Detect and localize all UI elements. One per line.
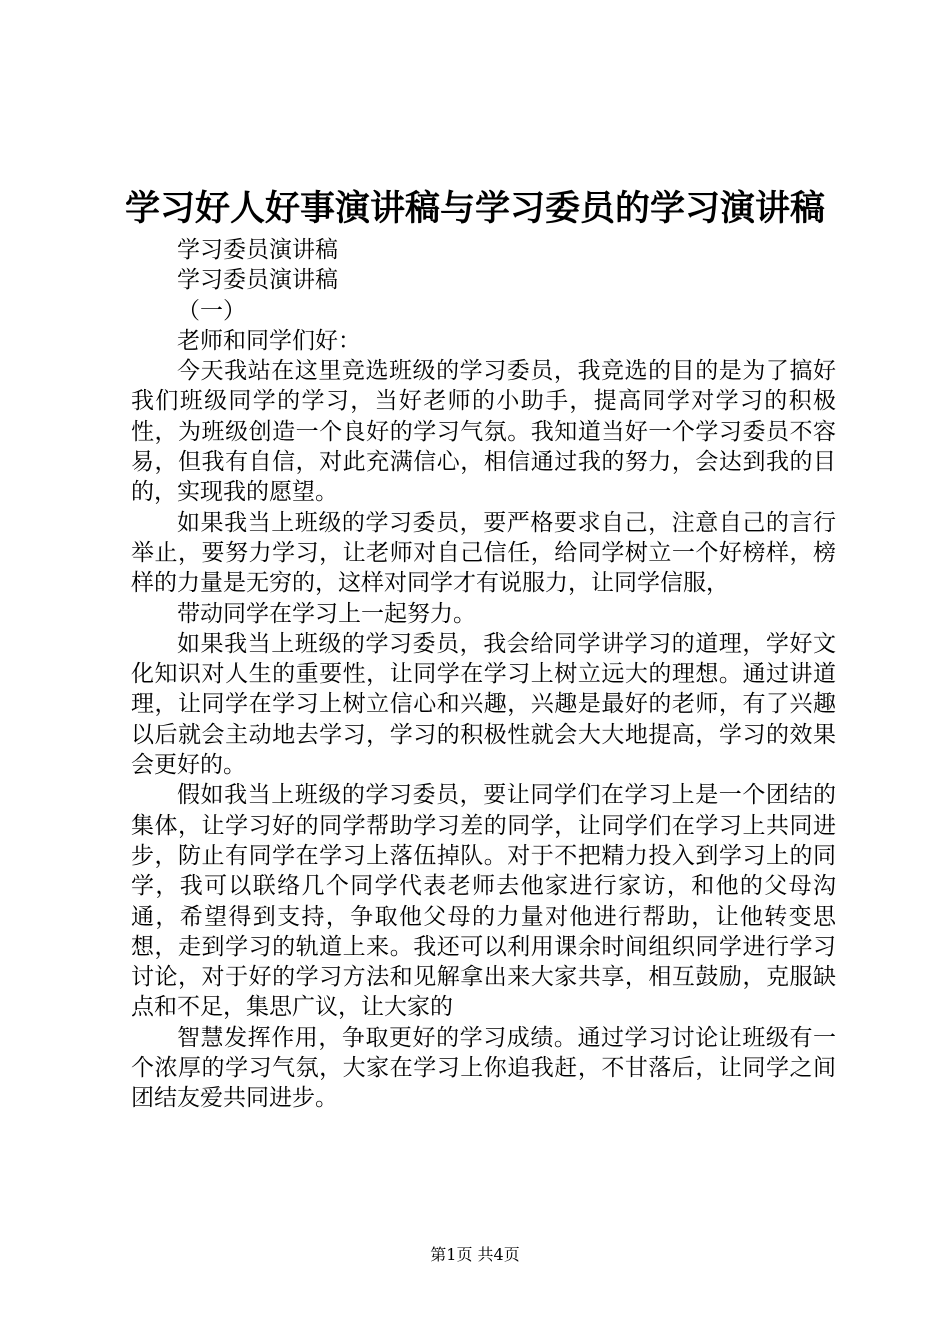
- page-number: 第1页 共4页: [430, 1245, 520, 1264]
- paragraph-lead-together: 带动同学在学习上一起努力。: [177, 600, 476, 627]
- document-title: 学习好人好事演讲稿与学习委员的学习演讲稿: [124, 188, 825, 229]
- paragraph-section-number: （一）: [177, 297, 246, 324]
- document-body: [131, 235, 836, 1114]
- paragraph-heading-1: 学习委员演讲稿: [177, 237, 338, 263]
- paragraph-wisdom: 智慧发挥作用，争取更好的学习成绩。通过学习讨论让班级有一个浓厚的学习气氛，大家在学习上你追我赶，不甘落后，让同学之间团结友爱共同进步。: [131, 1024, 836, 1112]
- paragraph-greeting: 老师和同学们好：: [177, 327, 361, 354]
- paragraph-heading-2: 学习委员演讲稿: [177, 267, 338, 294]
- paragraph-self-discipline: 如果我当上班级的学习委员，要严格要求自己，注意自己的言行举止，要努力学习，让老师对自己信任，给同学树立一个好榜样，榜样的力量是无穷的，这样对同学才有说服力，让同学信服，: [131, 509, 836, 597]
- paragraph-intro: 今天我站在这里竞选班级的学习委员，我竞选的目的是为了搞好我们班级同学的学习，当好老师的小助手，提高同学对学习的积极性，为班级创造一个良好的学习气氛。我知道当好一个学习委员不容易，但我有自信，对此充满信心，相信通过我的努力，会达到我的目的，实现我的愿望。: [131, 358, 836, 506]
- paragraph-explain-learning: 如果我当上班级的学习委员，我会给同学讲学习的道理，学好文化知识对人生的重要性，让同学在学习上树立远大的理想。通过讲道理，让同学在学习上树立信心和兴趣，兴趣是最好的老师，有了兴趣以后就会主动地去学习，学习的积极性就会大大地提高，学习的效果会更好的。: [131, 630, 836, 779]
- paragraph-unity: 假如我当上班级的学习委员，要让同学们在学习上是一个团结的集体，让学习好的同学帮助学习差的同学，让同学们在学习上共同进步，防止有同学在学习上落伍掉队。对于不把精力投入到学习上的同学，我可以联络几个同学代表老师去他家进行家访，和他的父母沟通，希望得到支持，争取他父母的力量对他进行帮助，让他转变思想，走到学习的轨道上来。我还可以利用课余时间组织同学进行学习讨论，对于好的学习方法和见解拿出来大家共享，相互鼓励，克服缺点和不足，集思广议，让大家的: [131, 782, 836, 1021]
